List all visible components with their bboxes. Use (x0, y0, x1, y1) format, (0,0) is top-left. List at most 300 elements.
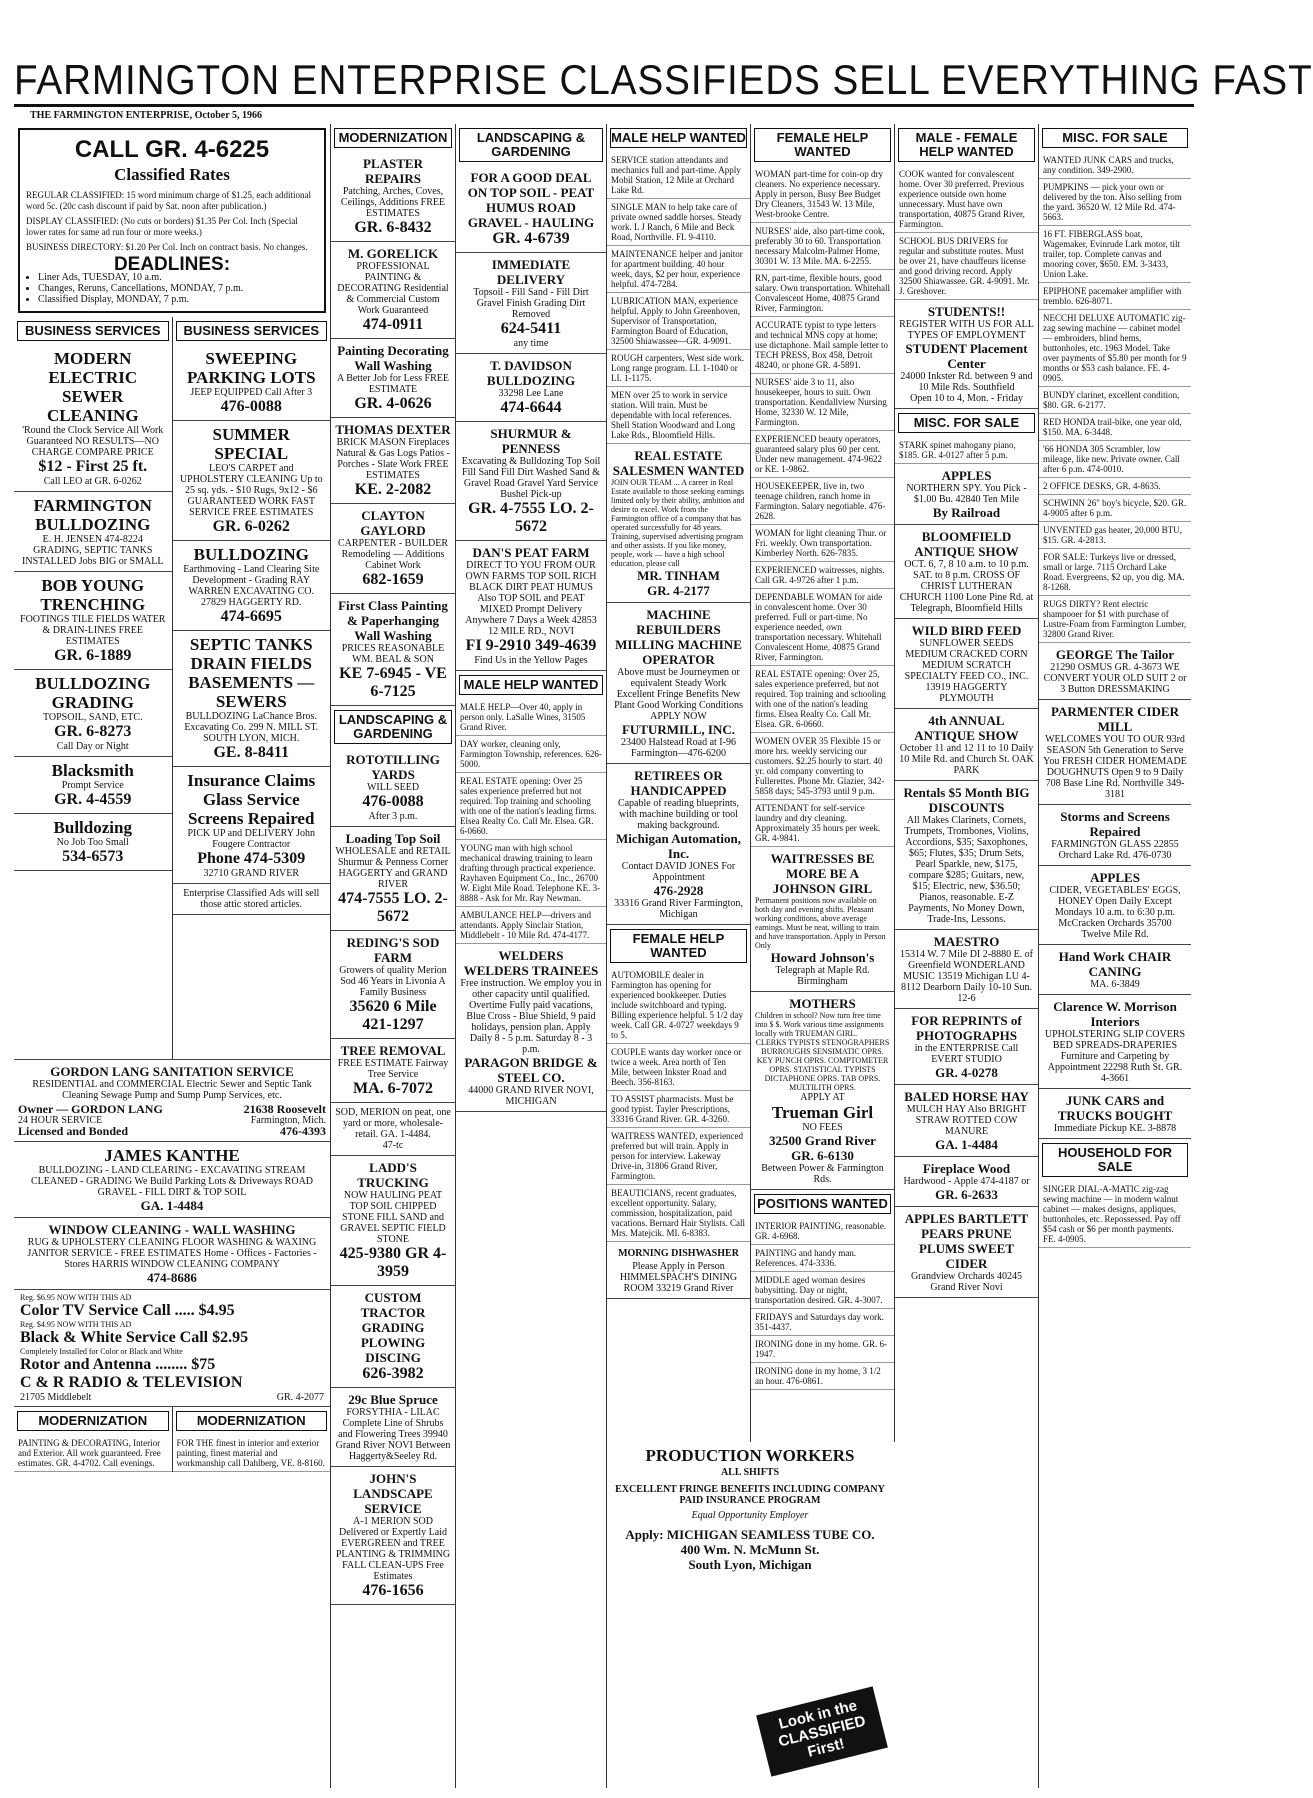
rates-directory: BUSINESS DIRECTORY: $1.20 Per Col. Inch on contract basis. No changes. (26, 242, 308, 252)
ad-title: PLASTER REPAIRS (363, 156, 423, 186)
classified-item: MALE HELP—Over 40, apply in person only. LaSalle Wines, 31505 Grand River. (456, 699, 606, 736)
ad-title: WILD BIRD FEED (911, 623, 1022, 638)
ad-body: NOW HAULING PEAT TOP SOIL CHIPPED STONE FILL SAND and GRAVEL SEPTIC FIELD STONE (340, 1190, 446, 1245)
ad-address: 33316 Grand River Farmington, Michigan (614, 898, 743, 920)
classified-item: PUMPKINS — pick your own or delivered by the ton. Also selling from the yard. 36520 W. 12 Mile Rd. 474-5663. (1039, 179, 1191, 226)
classified-item: WAITRESS WANTED, experienced preferred but will train. Apply in person for interview. Lakeway Drive-in, 31806 Grand River, Farmington. (607, 1128, 750, 1185)
ad-futurmill (607, 603, 750, 764)
classified-item: COUPLE wants day worker once or twice a week. Area north of Ten Mile, between Inkster Road and Beech. 356-8163. (607, 1044, 750, 1091)
ad-phone: 474-8686 (147, 1270, 197, 1285)
ad-body: 33298 Lee Lane (498, 388, 564, 399)
ad-james-kanthe (14, 1142, 330, 1218)
display-ad (331, 1286, 455, 1388)
ad-extra: After 3 p.m. (368, 811, 418, 822)
ad-title: SUMMER SPECIAL (212, 425, 290, 463)
ad-title: Hand Work CHAIR CANING (1058, 949, 1172, 979)
display-ad (456, 166, 606, 253)
ad-title: Painting Decorating Wall Washing (337, 343, 449, 373)
ad-phone: $12 - First 25 ft. (38, 458, 148, 475)
display-ad (331, 1467, 455, 1605)
ad-window-cleaning (14, 1218, 330, 1290)
display-ad (331, 242, 455, 339)
section-head-misc-for-sale: MISC. FOR SALE (898, 413, 1035, 433)
ad-extra: Call Day or Night (56, 741, 129, 752)
ad-body: NORTHERN SPY. You Pick - $1.00 Bu. 42840 Ten Mile (906, 483, 1027, 505)
ad-company: Michigan Automation, Inc. (616, 831, 741, 861)
ad-title: SWEEPING PARKING LOTS (186, 349, 316, 387)
ad-title: WELDERS (498, 948, 564, 963)
ad-title: BLOOMFIELD ANTIQUE SHOW (914, 529, 1019, 559)
ad-phone: GR. 6-2633 (935, 1187, 998, 1202)
ad-body: Growers of quality Merion Sod 46 Years in Livonia A Family Business (339, 965, 447, 998)
section-head-female-help: FEMALE HELP WANTED (610, 929, 747, 963)
ad-title: GEORGE The Tailor (1055, 647, 1175, 662)
ad-title: JUNK CARS and TRUCKS BOUGHT (1057, 1093, 1173, 1123)
ad-body: 'Round the Clock Service All Work Guaranteed NO RESULTS—NO CHARGE COMPARE PRICE (22, 425, 164, 458)
section-head-female-help: FEMALE HELP WANTED (754, 128, 891, 162)
ad-title: WAITRESSES BE MORE BE A JOHNSON GIRL (770, 851, 875, 896)
ad-body: Above must be Journeymen or equivalent Steady Work Excellent Fringe Benefits New Plant Good Working Conditions APPLY NOW (614, 667, 743, 722)
ad-body: Topsoil - Fill Sand - Fill Dirt Gravel Finish Grading Dirt Removed (473, 287, 589, 320)
ad-title: Blacksmith (51, 761, 134, 780)
ad-phone: GR. 6-8432 (354, 219, 432, 236)
ad-body: CARPENTER - BUILDER Remodeling — Additions Cabinet Work (338, 538, 448, 571)
ad-address: 44000 GRAND RIVER NOVI, MICHIGAN (468, 1085, 594, 1107)
ad-body: PRICES REASONABLE WM. BEAL & SON (341, 643, 445, 665)
ad-body: BRICK MASON Fireplaces Natural & Gas Logs Patios - Porches - Slate Work FREE ESTIMATES (336, 437, 450, 481)
section-head-modernization: MODERNIZATION (17, 1411, 169, 1431)
display-ad (173, 631, 331, 767)
ad-title: Loading Top Soil (345, 831, 441, 846)
ad-body: October 11 and 12 11 to 10 Daily 10 Mile Rd. and Church St. OAK PARK (899, 743, 1034, 776)
display-ad (331, 594, 455, 706)
ad-body: LEO'S CARPET and UPHOLSTERY CLEANING Up to 25 sq. yds. - $10 Rugs, 9x12 - $6 GUARANTEED WORK FAST SERVICE FREE ESTIMATES (179, 463, 323, 518)
modernization-right (173, 1407, 331, 1472)
display-ad (895, 525, 1038, 619)
classified-item: PAINTING & DECORATING, Interior and Exterior. All work guaranteed. Free estimates. GR. 4-4702. Call evenings. (14, 1435, 172, 1472)
classified-item: MEN over 25 to work in service station. Will train. Must be dependable with local references. Shell Station Woodward and Long Lake Rds., Bloomfield Hills. (607, 387, 750, 444)
ad-gordon-lang (14, 1059, 330, 1142)
display-ad (331, 418, 455, 504)
section-head-modernization: MODERNIZATION (334, 128, 452, 148)
ad-company: STUDENT Placement Center (905, 341, 1028, 371)
ad-body: JOIN OUR TEAM ... A career in Real Estate available to those seeking earnings limited only by their ability, ambition and desire to excel. Work from the Farmington office of a company that has operated successfully for 48 years. Training, supervised advertising program and other assists. If you like money, people, work — have a high school education, please call (611, 478, 745, 568)
ad-city: South Lyon, Michigan (688, 1557, 812, 1572)
modernization-left (14, 1407, 173, 1472)
ad-title: BULLDOZING (193, 545, 309, 564)
ad-title: M. GORELICK (347, 246, 439, 261)
section-head-household-for-sale: HOUSEHOLD FOR SALE (1042, 1143, 1188, 1177)
ad-body: Patching, Arches, Coves, Ceilings, Additions FREE ESTIMATES (340, 186, 446, 219)
ad-title: PRODUCTION WORKERS (645, 1446, 855, 1465)
ad-body: All Makes Clarinets, Cornets, Trumpets, Trombones, Violins, Accordions, $35; Saxophones, $65; Flutes, $35; Drum Sets, Pearl Sparkle, new, $175, compare $285; Guitars, new, $15; Electric, new, $36.50; Pianos, reasonable. E-Z Payments, No Money Down, Trade-Ins, Lessons. (904, 815, 1029, 925)
business-services-left (14, 317, 173, 1059)
ad-body: BULLDOZING - LAND CLEARING - EXCAVATING STREAM CLEANED - GRADING We Build Parking Lots & Driveways ROAD GRAVEL - FILL DIRT & TOP SOIL (30, 1165, 314, 1198)
ad-extra: 32710 GRAND RIVER (203, 868, 300, 879)
display-ad (14, 670, 172, 757)
ad-title: FOR A GOOD DEAL ON TOP SOIL - PEAT HUMUS ROAD GRAVEL - HAULING (467, 170, 595, 230)
ad-title: ROTOTILLING YARDS (346, 752, 440, 782)
ad-welders (456, 944, 606, 1112)
classified-item: MAINTENANCE helper and janitor for apartment building. 40 hour week, days, $2 per hour, experience helpful. 474-7284. (607, 246, 750, 293)
ad-phone: GE. 8-8411 (213, 744, 290, 761)
display-ad (895, 619, 1038, 709)
ad-title: MOTHERS (789, 996, 856, 1011)
classified-item: DAY worker, cleaning only, Farmington Township, references. 626-5000. (456, 736, 606, 773)
ad-body: Please Apply in Person HIMMELSPACH'S DINING ROOM 33219 Grand River (619, 1261, 738, 1294)
ad-contact: Contact DAVID JONES For Appointment (621, 861, 736, 883)
deadline-item: • Liner Ads, TUESDAY, 10 a.m. (38, 272, 318, 283)
ad-phone: GR. 6-0262 (212, 518, 290, 535)
ad-title: FOR REPRINTS of PHOTOGRAPHS (911, 1013, 1022, 1043)
ad-title: SEPTIC TANKS DRAIN FIELDS BASEMENTS — SEWERS (188, 635, 315, 711)
ad-title: APPLES (1090, 870, 1140, 885)
ad-city: Farmington, Mich. (250, 1115, 326, 1126)
ad-body: Prompt Service (61, 780, 124, 791)
ad-body: JEEP EQUIPPED Call After 3 (190, 387, 313, 398)
display-ad (331, 1039, 455, 1103)
classified-item: COOK wanted for convalescent home. Over 30 preferred. Previous experience outside own home unnecessary. Must have own transportation, 40875 Grand River, Farmington. (895, 166, 1038, 233)
ad-phone: 476-0088 (362, 793, 424, 810)
classified-item: REAL ESTATE opening: Over 25, sales experience preferred, but not required. Top training and schooling with one of the nation's leading firms. Elsea Realty Co. Call Mr. Elsea. GR. 6-0660. (751, 666, 894, 733)
column-misc-for-sale (1039, 124, 1191, 1788)
classified-item: ACCURATE typist to type letters and technical MNS copy at home; use dictaphone. Mail sample letter to TECH PRESS, Box 458, Detroit 48240, or phone GR. 4-5891. (751, 317, 894, 374)
classified-item: NECCHI DELUXE AUTOMATIC zig-zag sewing machine — cabinet model — embroiders, blind hems, buttonholes, etc. 1963 Model. Take over payments of $5.80 per month for 9 months or $53 cash balance. FE. 4-0905. (1039, 310, 1191, 387)
display-ad (1039, 700, 1191, 805)
column-landscaping (456, 124, 607, 1788)
classified-item: YOUNG man with high school mechanical drawing training to learn drafting through practical experience. Rayhaven Equipment Co., Inc., 26700 W. Eight Mile Road. Telephone KE. 3-8888 - Ask for Mr. Ray Newman. (456, 840, 606, 907)
ad-title: FARMINGTON BULLDOZING (33, 496, 152, 534)
ad-extra: any time (513, 338, 549, 349)
ad-body: DIRECT TO YOU FROM OUR OWN FARMS TOP SOIL RICH BLACK DIRT PEAT HUMUS Also TOP SOIL and PEAT MIXED Prompt Delivery Anywhere 7 Days a Week 42853 12 MILE RD., NOVI (465, 560, 597, 637)
ad-title: BOB YOUNG TRENCHING (40, 576, 146, 614)
dateline: THE FARMINGTON ENTERPRISE, October 5, 1966 (30, 110, 262, 121)
section-head-landscaping: LANDSCAPING & GARDENING (334, 710, 452, 744)
classified-item: SCHWINN 26" boy's bicycle, $20. GR. 4-9005 after 6 p.m. (1039, 495, 1191, 522)
ad-extra: Find Us in the Yellow Pages (474, 655, 588, 666)
ad-body: RESIDENTIAL and COMMERCIAL Electric Sewer and Septic Tank Cleaning Sewage Pump and Sump Pump Services, etc. (32, 1079, 312, 1101)
classified-item: RUGS DIRTY? Rent electric shampooer for $1 with purchase of Lustre-Foam from Farmington Lumber, 32800 Grand River. (1039, 596, 1191, 643)
rates-regular: REGULAR CLASSIFIED: 15 word minimum charge of $1.25, each additional word 5c. (20c cash discount if paid by Sat. noon after publication.) (26, 190, 312, 211)
ad-phone: GR. 4-4559 (54, 791, 132, 808)
ad-body: BULLDOZING LaChance Bros. Excavating Co. 299 N. MILL ST. SOUTH LYON, MICH. (184, 711, 319, 744)
ad-phone: 624-5411 (500, 320, 562, 337)
ad-address: 400 Wm. N. McMunn St. (680, 1542, 820, 1557)
ad-body: TOPSOIL, SAND, ETC. (42, 712, 143, 723)
classified-item: EXPERIENCED waitresses, nights. Call GR. 4-9726 after 1 p.m. (751, 562, 894, 589)
classified-item: LUBRICATION MAN, experience helpful. Apply to John Greenhoven, Supervisor of Transportation, Farmington Board of Education, 32500 Shiawassee—GR. 4-9091. (607, 293, 750, 350)
ad-body: Grandview Orchards 40245 Grand River Novi (910, 1271, 1023, 1293)
classified-item: SINGLE MAN to help take care of private owned saddle horses. Steady work. L J Ranch, 6 Mile and Beck Road, Northville. FI. 9-4110. (607, 199, 750, 246)
ad-body: E. H. JENSEN 474-8224 GRADING, SEPTIC TANKS INSTALLED Jobs BIG or SMALL (22, 534, 164, 567)
ad-title: 4th ANNUAL ANTIQUE SHOW (914, 713, 1019, 743)
deadlines-list (38, 272, 318, 305)
display-ad (895, 1009, 1038, 1085)
ad-phone: GR. 4-2077 (276, 1392, 324, 1403)
ad-phone: 35620 6 Mile 421-1297 (349, 998, 437, 1033)
column-business-services (14, 124, 331, 1788)
ad-phone: By Railroad (932, 505, 1001, 520)
display-ad (331, 931, 455, 1039)
ad-body: SUNFLOWER SEEDS MEDIUM CRACKED CORN MEDIUM SCRATCH SPECIALTY FEED CO., INC. 13919 HAGGERTY PLYMOUTH (904, 638, 1029, 704)
classified-item: AUTOMOBILE dealer in Farmington has opening for experienced bookkeeper. Duties include switchboard and typing. Billing experience helpful. 5 1/2 day week. Call GR. 4-0727 weekdays 9 to 5. (607, 967, 750, 1044)
display-ad (895, 464, 1038, 525)
ad-title: C & R RADIO & TELEVISION (20, 1374, 243, 1391)
ad-title: DAN'S PEAT FARM (472, 545, 590, 560)
ad-company: Trueman Girl (771, 1103, 874, 1122)
ad-title: Clarence W. Morrison Interiors (1053, 999, 1177, 1029)
ad-body: 15314 W. 7 Mile DI 2-8880 E. of Greenfield WONDERLAND MUSIC 13519 Michigan LU 4-8112 Dearborn Daily 10-10 Sun. 12-6 (899, 949, 1034, 1004)
display-ad (1039, 643, 1191, 700)
ad-title: Storms and Screens Repaired (1060, 809, 1170, 839)
ad-title: BULLDOZING GRADING (35, 674, 151, 712)
ad-phone: KE. 2-2082 (354, 481, 432, 498)
classified-item: WANTED JUNK CARS and trucks, any condition. 349-2900. (1039, 152, 1191, 179)
ad-title: TREE REMOVAL (340, 1043, 446, 1058)
ad-title: STUDENTS!! (927, 304, 1006, 319)
ad-body: MA. 6-3849 (1090, 979, 1140, 990)
ad-body: in the ENTERPRISE Call EVERT STUDIO (914, 1043, 1019, 1065)
ad-body: WILL SEED (366, 782, 420, 793)
display-ad (331, 748, 455, 827)
ad-phone: 474-7555 LO. 2-5672 (338, 890, 448, 925)
classified-item: RED HONDA trail-bike, one year old, $150. MA. 6-3448. (1039, 414, 1191, 441)
ad-phone: 476-2928 (653, 883, 704, 898)
classified-item: WOMAN for light cleaning Thur. or Fri. weekly. Own transportation. Kimberley North. 626-7835. (751, 525, 894, 562)
display-ad (173, 767, 331, 884)
ad-title: APPLES BARTLETT PEARS PRUNE PLUMS SWEET CIDER (904, 1211, 1029, 1271)
column-modernization (331, 124, 456, 1788)
modernization-split (14, 1407, 330, 1472)
ad-body: Excavating & Bulldozing Top Soil Fill Sand Fill Dirt Washed Sand & Gravel Road Gravel Yard Service Bushel Pick-up (461, 456, 601, 500)
ad-body: FARMINGTON GLASS 22855 Orchard Lake Rd. 476-0730 (1051, 839, 1179, 861)
ad-hours: Open 10 to 4, Mon. - Friday (910, 393, 1023, 404)
ad-body: EXCELLENT FRINGE BENEFITS INCLUDING COMPANY PAID INSURANCE PROGRAM (615, 1484, 885, 1506)
banner-rule (14, 104, 1194, 107)
ad-phone: 476-4393 (280, 1124, 326, 1138)
ad-address: Telegraph at Maple Rd. Birmingham (775, 965, 870, 987)
ad-title: Bulldozing (53, 818, 132, 837)
display-ad (331, 339, 455, 418)
ad-title: T. DAVIDSON BULLDOZING (486, 358, 576, 388)
display-ad (1039, 805, 1191, 866)
classified-item: '66 HONDA 305 Scrambler, low mileage, like new. Private owner. Call after 6 p.m. 474-0010. (1039, 441, 1191, 478)
ad-title: REDING'S SOD FARM (346, 935, 440, 965)
ad-body: REGISTER WITH US FOR ALL TYPES OF EMPLOYMENT (899, 319, 1034, 341)
ad-body: UPHOLSTERING SLIP COVERS BED SPREADS-DRAPERIES Furniture and Carpeting by Appointment 22298 Ruth St. GR. 4-3661 (1044, 1029, 1186, 1084)
ad-phone: 425-9380 GR 4-3959 (339, 1245, 447, 1280)
ad-phone: GR. 4-2177 (647, 583, 710, 598)
display-ad (173, 421, 331, 541)
ad-body: FOOTINGS TILE FIELDS WATER & DRAIN-LINES FREE ESTIMATES (20, 614, 166, 647)
classified-item: FOR THE finest in interior and exterior painting, finest material and workmanship call Dahlberg, VE. 8-8160. (173, 1435, 331, 1472)
ad-body: FREE ESTIMATE Fairway Tree Service (337, 1058, 449, 1080)
deadline-item: • Classified Display, MONDAY, 7 p.m. (38, 294, 318, 305)
ad-title: MAESTRO (933, 934, 1000, 949)
classified-item: TO ASSIST pharmacists. Must be good typist. Tayler Prescriptions, 33316 Grand River. GR. 4-3260. (607, 1091, 750, 1128)
ad-title: WELDERS TRAINEES (463, 963, 599, 978)
ad-cr-radio (14, 1290, 330, 1407)
section-head-business-services: BUSINESS SERVICES (17, 321, 169, 341)
classified-item: UNVENTED gas heater, 20,000 BTU, $15. GR. 4-2813. (1039, 522, 1191, 549)
ad-dishwasher (607, 1242, 750, 1299)
ad-price-line: Color TV Service Call ..... $4.95 (20, 1302, 235, 1319)
ad-row (18, 1104, 326, 1115)
ad-retirees (607, 764, 750, 925)
ad-body: Hardwood - Apple 474-4187 or (903, 1176, 1030, 1187)
ad-phone: GR. 6-1889 (54, 647, 132, 664)
ad-company: Howard Johnson's (770, 950, 875, 965)
ad-phone: GR. 4-0278 (935, 1065, 998, 1080)
column-female-help (751, 124, 895, 1442)
ad-body: CIDER, VEGETABLES' EGGS, HONEY Open Daily Except Mondays 10 a.m. to 6:30 p.m. McCracken Orchards 35700 Twelve Mile Rd. (1049, 885, 1181, 940)
classified-item: STARK spinet mahogany piano, $185. GR. 4-0127 after 5 p.m. (895, 437, 1038, 464)
ad-body: SOD, MERION on peat, one yard or more, wholesale-retail. GA. 1-4484. (335, 1107, 451, 1140)
ad-body: FORSYTHIA - LILAC Complete Line of Shrubs and Flowering Trees 39940 Grand River NOVI Between Haggerty&Seeley Rd. (335, 1407, 451, 1462)
ad-extra: 47-tc (382, 1140, 404, 1151)
ad-address: 21705 Middlebelt (20, 1392, 92, 1403)
ad-hours: 24 HOUR SERVICE (18, 1115, 103, 1126)
ad-contact: MR. TINHAM (637, 568, 720, 583)
ad-trueman-girl (751, 992, 894, 1190)
ad-title: PARMENTER CIDER MILL (1051, 704, 1179, 734)
ad-title: MACHINE REBUILDERS MILLING MACHINE OPERATOR (615, 607, 742, 667)
display-ad (331, 1388, 455, 1467)
ad-title: IMMEDIATE DELIVERY (491, 257, 571, 287)
ad-row (18, 1126, 326, 1137)
display-ad (895, 930, 1038, 1009)
business-services-right (173, 317, 331, 1059)
display-ad (456, 422, 606, 541)
ad-phone: GR. 6-8273 (54, 723, 132, 740)
display-ad (1039, 1089, 1191, 1139)
ad-body: WHOLESALE and RETAIL Shurmur & Penness Corner HAGGERTY and GRAND RIVER (335, 846, 451, 890)
ad-subtitle: ALL SHIFTS (720, 1467, 780, 1478)
ad-production-workers (607, 1442, 893, 1686)
display-ad (173, 345, 331, 421)
ad-body: Children in school? Now turn free time into $ $. Work various time assignments locally with TRUEMAN GIRL. (755, 1011, 884, 1038)
column-male-female-help (895, 124, 1039, 1788)
ad-licensed: Licensed and Bonded (18, 1124, 129, 1138)
classified-item: ROUGH carpenters, West side work. Long range program. LI. 1-1040 or LI. 1-1175. (607, 350, 750, 387)
display-ad (895, 1207, 1038, 1298)
classified-item: SINGER DIAL-A-MATIC zig-zag sewing machine — in modern walnut cabinet — makes designs, appliques, buttonholes, etc. Repossessed. Pay off $54 cash or $6 per month payments. FE. 4-0905. (1039, 1181, 1191, 1248)
ad-phone: 474-6695 (220, 608, 282, 625)
ad-title: First Class Painting & Paperhanging Wall Washing (338, 598, 448, 643)
display-ad (14, 345, 172, 492)
display-ad (456, 253, 606, 354)
display-ad (895, 1157, 1038, 1207)
ad-phone: Phone 474-5309 (197, 850, 306, 867)
display-ad (895, 709, 1038, 781)
ad-owner: Owner — GORDON LANG (18, 1102, 163, 1116)
display-ad (895, 1085, 1038, 1157)
ad-title: Insurance Claims Glass Service Screens Repaired (187, 771, 316, 828)
rates-display: DISPLAY CLASSIFIED: (No cuts or borders) $1.35 Per Col. Inch (Special lower rates for same ad run four or more weeks.) (26, 216, 298, 237)
display-ad (331, 1103, 455, 1156)
ad-phone: GA. 1-4484 (935, 1137, 998, 1152)
section-head-male-female-help: MALE - FEMALE HELP WANTED (898, 128, 1035, 162)
ad-extra: Call LEO at GR. 6-0262 (43, 476, 142, 487)
ad-body: Immediate Pickup KE. 3-8878 (1053, 1123, 1177, 1134)
display-ad (895, 781, 1038, 930)
ad-real-estate-salesmen (607, 444, 750, 603)
ad-phone: 476-0088 (220, 398, 282, 415)
ad-body: Capable of reading blueprints, with machine building or tool making background. (617, 798, 740, 831)
display-ad (173, 541, 331, 631)
ad-body: Enterprise Classified Ads will sell those attic stored articles. (183, 888, 320, 910)
ad-title: LADD'S TRUCKING (357, 1160, 429, 1190)
ad-body: OCT. 6, 7, 8 10 a.m. to 10 p.m. SAT. to 8 p.m. CROSS OF CHRIST LUTHERAN CHURCH 1100 Lone Pine Rd. at Telegraph, Bloomfield Hills (899, 559, 1034, 614)
ad-howard-johnsons (751, 847, 894, 992)
rates-call-number: CALL GR. 4-6225 (74, 136, 270, 163)
ad-title: CLAYTON GAYLORD (360, 508, 426, 538)
ad-phone: 682-1659 (362, 571, 424, 588)
classified-item: INTERIOR PAINTING, reasonable. GR. 4-6968. (751, 1218, 894, 1245)
ad-title: CUSTOM TRACTOR GRADING PLOWING DISCING (360, 1290, 426, 1365)
ad-note: Equal Opportunity Employer (691, 1510, 809, 1521)
classified-item: MIDDLE aged woman desires babysitting. Day or night, transportation desired. GR. 4-3007. (751, 1272, 894, 1309)
ad-note: NO FEES (802, 1122, 843, 1133)
classified-item: NURSES' aide, also part-time cook, preferably 30 to 60. Transportation necessary Malcolm-Palmer Home, 30301 W. 13 Mile. MA. 6-2255. (751, 223, 894, 270)
classified-item: WOMAN part-time for coin-op dry cleaners. No experience necessary. Apply in person, Busy Bee Budget Dry Cleaners, 31543 W. 13 Mile, West-brooke Centre. (751, 166, 894, 223)
classified-item: WOMEN OVER 35 Flexible 15 or more hrs. weekly servicing our customers. $2.25 hourly to start. 40 yr. old company converting to Fullerettes. Phone Mr. Glazier, 342-5858 days; 545-3793 until 9 p.m. (751, 733, 894, 800)
display-ad (173, 884, 331, 915)
ad-title: MORNING DISHWASHER (618, 1248, 739, 1259)
ad-body: Earthmoving - Land Clearing Site Development - Grading RAY WARREN EXCAVATING CO. 27829 HAGGERTY RD. (183, 564, 320, 608)
ad-note: Completely Installed for Color or Black and White (20, 1347, 183, 1356)
ad-body: PICK UP and DELIVERY John Fougere Contractor (187, 828, 316, 850)
column-male-help (607, 124, 751, 1442)
ad-price-line: Black & White Service Call $2.95 (20, 1329, 249, 1346)
deadlines-title: DEADLINES: (113, 254, 231, 275)
ad-title: WINDOW CLEANING - WALL WASHING (48, 1222, 296, 1237)
section-head-male-help: MALE HELP WANTED (610, 128, 747, 148)
ad-title: JAMES KANTHE (104, 1146, 240, 1165)
classified-item: RN, part-time, flexible hours, good salary. Own transportation. Whitehall Convalescent Home, 40875 Grand River, Farmington. (751, 270, 894, 317)
ad-title: Fireplace Wood (922, 1161, 1011, 1176)
ad-title: REAL ESTATE SALESMEN WANTED (612, 448, 745, 478)
ad-title: SHURMUR & PENNESS (490, 426, 572, 456)
rates-title: Classified Rates (114, 165, 230, 184)
classified-item: ATTENDANT for self-service laundry and dry cleaning. Approximately 35 hours per week. GR. 4-9841. (751, 800, 894, 847)
classified-item: REAL ESTATE opening: Over 25 sales experience preferred but not required. Top training and schooling with one of the nation's leading firms. Elsea Realty Co. Call Mr. Elsea. GR. 6-0660. (456, 773, 606, 840)
ad-title: RETIREES OR HANDICAPPED (630, 768, 727, 798)
ad-phone: MA. 6-7072 (353, 1080, 433, 1097)
section-head-positions-wanted: POSITIONS WANTED (754, 1194, 891, 1214)
section-head-business-services: BUSINESS SERVICES (176, 321, 328, 341)
ad-body: 21290 OSMUS GR. 4-3673 WE CONVERT YOUR OLD SUIT 2 or 3 Button DRESSMAKING (1043, 662, 1187, 695)
ad-phone: 474-0911 (362, 316, 424, 333)
ad-body: No Job Too Small (56, 837, 129, 848)
ad-title: THOMAS DEXTER (335, 422, 451, 437)
classified-item: 16 FT. FIBERGLASS boat, Wagemaker, Evinrude Lark motor, tilt trailer, top. Complete canvas and mooring cover, $650. EM. 3-3433, Union Lake. (1039, 226, 1191, 283)
display-ad (331, 504, 455, 594)
ad-price-line: Rotor and Antenna ........ $75 (20, 1356, 216, 1373)
classified-item: IRONING done in my home, 3 1/2 an hour. 476-0861. (751, 1363, 894, 1390)
classified-item: IRONING done in my home. GR. 6-1947. (751, 1336, 894, 1363)
display-ad (14, 492, 172, 572)
classified-item: PAINTING and handy man. References. 474-3336. (751, 1245, 894, 1272)
display-ad (331, 152, 455, 242)
ad-phone: 474-6644 (500, 399, 562, 416)
classified-item: EXPERIENCED beauty operators, guaranteed salary plus 60 per cent. Under new management. 474-9622 or KE. 1-9862. (751, 431, 894, 478)
ad-location: Between Power & Farmington Rds. (761, 1163, 884, 1185)
ad-company: Apply: MICHIGAN SEAMLESS TUBE CO. (625, 1527, 875, 1542)
classified-item: AMBULANCE HELP—drivers and attendants. Apply Sinclair Station, Middlebelt - 10 Mile Rd. 474-4177. (456, 907, 606, 944)
classified-item: FOR SALE: Turkeys live or dressed, small or large. 7115 Orchard Lake Road. Evergreens, $2 up, you dig. MA. 8-1268. (1039, 549, 1191, 596)
classified-logo-box (752, 1690, 892, 1773)
